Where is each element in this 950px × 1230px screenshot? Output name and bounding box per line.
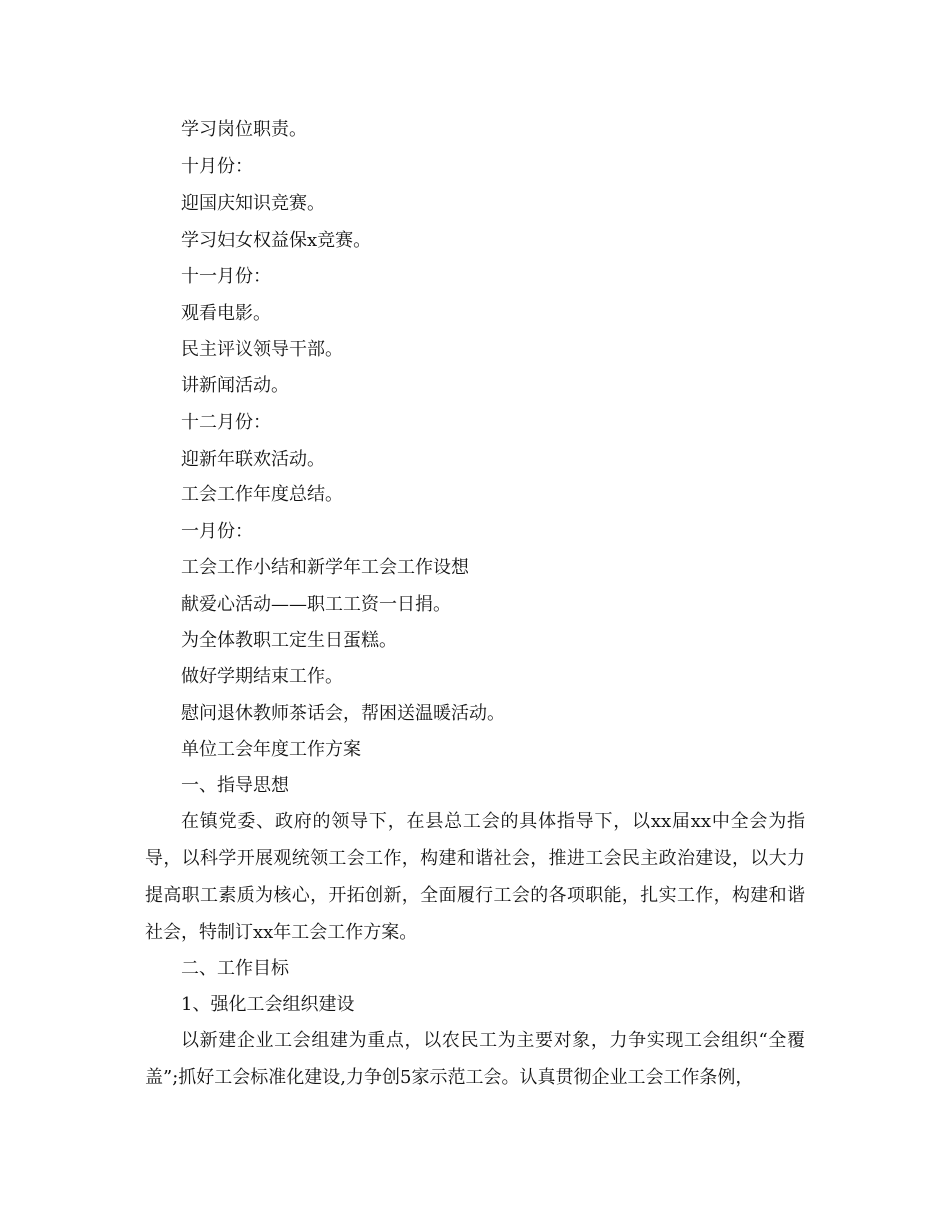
month-heading: 十月份：: [181, 156, 253, 177]
text-line: 慰问退休教师茶话会，帮困送温暖活动。: [181, 703, 505, 724]
text-line: 讲新闻活动。: [181, 375, 289, 396]
text-line: 观看电影。: [181, 303, 271, 324]
text-line: 献爱心活动——职工工资一日捐。: [181, 594, 451, 615]
month-heading: 十二月份：: [181, 412, 271, 433]
subsection-heading: 1、强化工会组织建设: [181, 994, 355, 1015]
text-line: 迎新年联欢活动。: [181, 449, 325, 470]
month-heading: 十一月份：: [181, 266, 271, 287]
text-line: 学习岗位职责。: [181, 119, 307, 140]
text-line: 民主评议领导干部。: [181, 339, 343, 360]
section-heading: 二、工作目标: [181, 958, 289, 979]
document-title: 单位工会年度工作方案: [181, 739, 361, 760]
text-line: 为全体教职工定生日蛋糕。: [181, 630, 397, 651]
text-line: 迎国庆知识竞赛。: [181, 193, 325, 214]
text-line: 做好学期结束工作。: [181, 666, 343, 687]
text-line: 学习妇女权益保x竞赛。: [181, 230, 372, 251]
text-line: 工会工作小结和新学年工会工作设想: [181, 557, 469, 578]
paragraph-organization-building: 以新建企业工会组建为重点，以农民工为主要对象，力争实现工会组织“全覆盖”;抓好工会标准化建设,力争创5家示范工会。认真贯彻企业工会工作条例，: [145, 1030, 805, 1088]
month-heading: 一月份：: [181, 521, 253, 542]
paragraph-guiding-ideology: 在镇党委、政府的领导下，在县总工会的具体指导下，以xx届xx中全会为指导，以科学开展观统领工会工作，构建和谐社会，推进工会民主政治建设，以大力提高职工素质为核心，开拓创新，全面履行工会的各项职能，扎实工作，构建和谐社会，特制订xx年工会工作方案。: [145, 811, 805, 943]
section-heading: 一、指导思想: [181, 775, 289, 796]
text-line: 工会工作年度总结。: [181, 484, 343, 505]
